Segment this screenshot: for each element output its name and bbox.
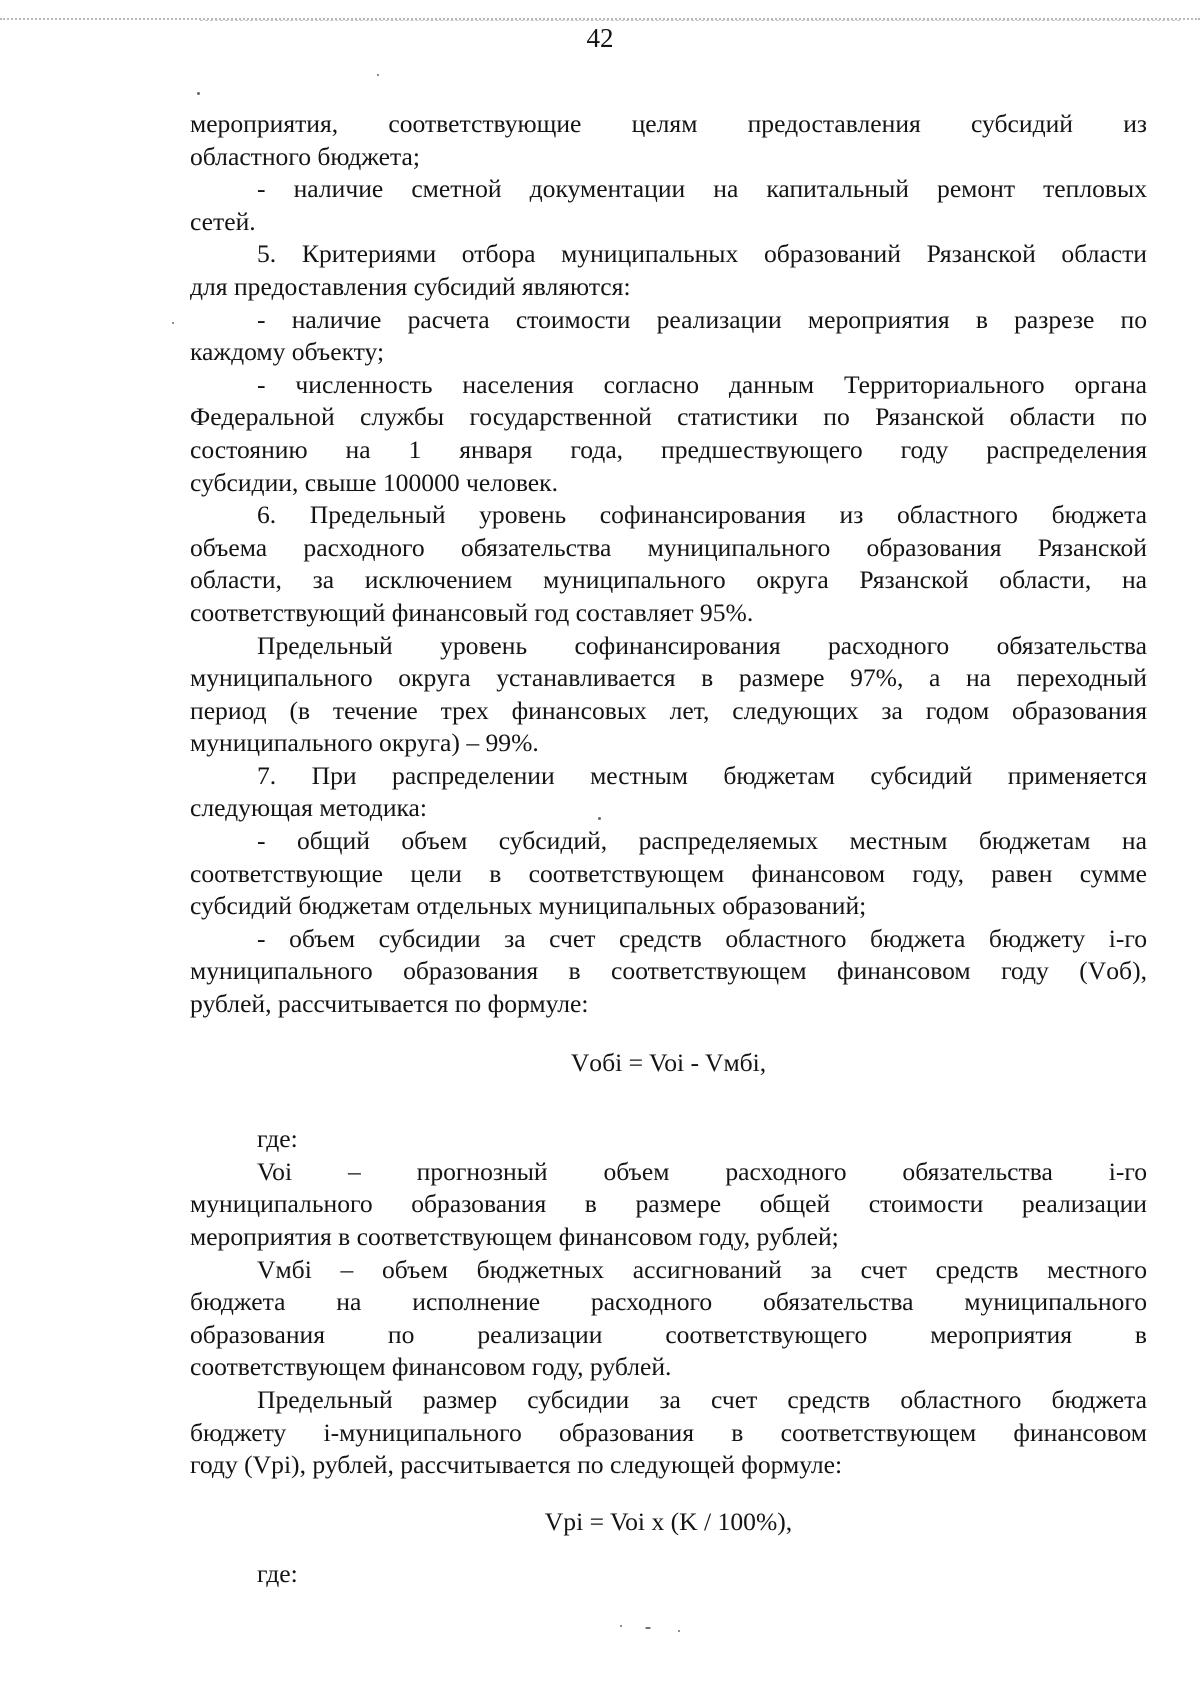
scan-speck bbox=[598, 817, 601, 820]
paragraph-start: 6. Предельный уровень софинансирования из областного бюджета bbox=[257, 500, 1147, 530]
definition-start: Vмбi – объем бюджетных ассигнований за счет средств местного bbox=[257, 1254, 1147, 1284]
text-line: субсидии, свыше 100000 человек. bbox=[190, 467, 558, 497]
scan-speck bbox=[645, 1627, 651, 1629]
list-item: - наличие сметной документации на капитальный ремонт тепловых bbox=[257, 174, 1147, 204]
text-line: образования по реализации соответствующего мероприятия в bbox=[190, 1319, 1147, 1349]
text-line: бюджета на исполнение расходного обязательства муниципального bbox=[190, 1287, 1147, 1317]
document-body bbox=[190, 108, 1147, 1591]
text-line: соответствующие цели в соответствующем финансовом году, равен сумме bbox=[190, 858, 1147, 888]
scan-speck bbox=[377, 74, 379, 76]
paragraph-start: Предельный размер субсидии за счет средств областного бюджета bbox=[257, 1384, 1147, 1414]
where-label: где: bbox=[257, 1124, 298, 1154]
text-line: субсидий бюджетам отдельных муниципальных образований; bbox=[190, 891, 867, 921]
scan-speck bbox=[197, 92, 200, 95]
text-line: сетей. bbox=[190, 206, 256, 236]
text-line: состоянию на 1 января года, предшествующего году распределения bbox=[190, 434, 1147, 464]
formula-vob: Vобi = Voi - Vмбi, bbox=[570, 1047, 767, 1077]
text-line: соответствующий финансовый год составляет 95%. bbox=[190, 597, 754, 627]
text-line: мероприятия в соответствующем финансовом году, рублей; bbox=[190, 1222, 839, 1251]
definition-start: Voi – прогнозный объем расходного обязательства i-го bbox=[257, 1156, 1147, 1186]
text-line: муниципального округа устанавливается в размере 97%, а на переходный bbox=[190, 663, 1147, 693]
paragraph-start: Предельный уровень софинансирования расходного обязательства bbox=[257, 630, 1147, 660]
paragraph-start: 5. Критериями отбора муниципальных образований Рязанской области bbox=[257, 239, 1147, 269]
text-line: муниципального образования в соответствующем финансовом году (Vоб), bbox=[190, 956, 1147, 986]
list-item: - численность населения согласно данным Территориального органа bbox=[257, 369, 1147, 399]
text-line: мероприятия, соответствующие целям предоставления субсидий из bbox=[190, 109, 1147, 138]
formula-vpi: Vpi = Voi x (K / 100%), bbox=[544, 1506, 793, 1536]
text-line: период (в течение трех финансовых лет, следующих за годом образования bbox=[190, 695, 1147, 725]
text-line: для предоставления субсидий являются: bbox=[190, 271, 631, 301]
list-item: - объем субсидии за счет средств областного бюджета бюджету i-го bbox=[257, 923, 1147, 953]
text-line: году (Vpi), рублей, рассчитывается по следующей формуле: bbox=[190, 1450, 843, 1480]
scan-speck bbox=[678, 1630, 680, 1632]
list-item: - наличие расчета стоимости реализации мероприятия в разрезе по bbox=[257, 304, 1147, 334]
text-line: Федеральной службы государственной статистики по Рязанской области по bbox=[190, 402, 1147, 432]
scan-speck bbox=[172, 322, 174, 324]
scan-speck bbox=[620, 1625, 622, 1627]
page-number: 42 bbox=[586, 23, 614, 53]
text-line: области, за исключением муниципального округа Рязанской области, на bbox=[190, 565, 1147, 595]
where-label: где: bbox=[257, 1559, 298, 1589]
text-line: объема расходного обязательства муниципального образования Рязанской bbox=[190, 532, 1147, 562]
text-line: муниципального образования в размере общей стоимости реализации bbox=[190, 1189, 1147, 1219]
text-line: соответствующем финансовом году, рублей. bbox=[190, 1352, 672, 1382]
text-line: каждому объекту; bbox=[190, 337, 385, 367]
text-line: следующая методика: bbox=[190, 793, 428, 823]
list-item: - общий объем субсидий, распределяемых местным бюджетам на bbox=[257, 826, 1147, 856]
text-line: рублей, рассчитывается по формуле: bbox=[190, 989, 589, 1019]
text-line: бюджету i-муниципального образования в соответствующем финансовом bbox=[190, 1417, 1147, 1447]
text-line: областного бюджета; bbox=[190, 141, 420, 171]
paragraph-start: 7. При распределении местным бюджетам субсидий применяется bbox=[257, 760, 1147, 790]
text-line: муниципального округа) – 99%. bbox=[190, 728, 539, 758]
